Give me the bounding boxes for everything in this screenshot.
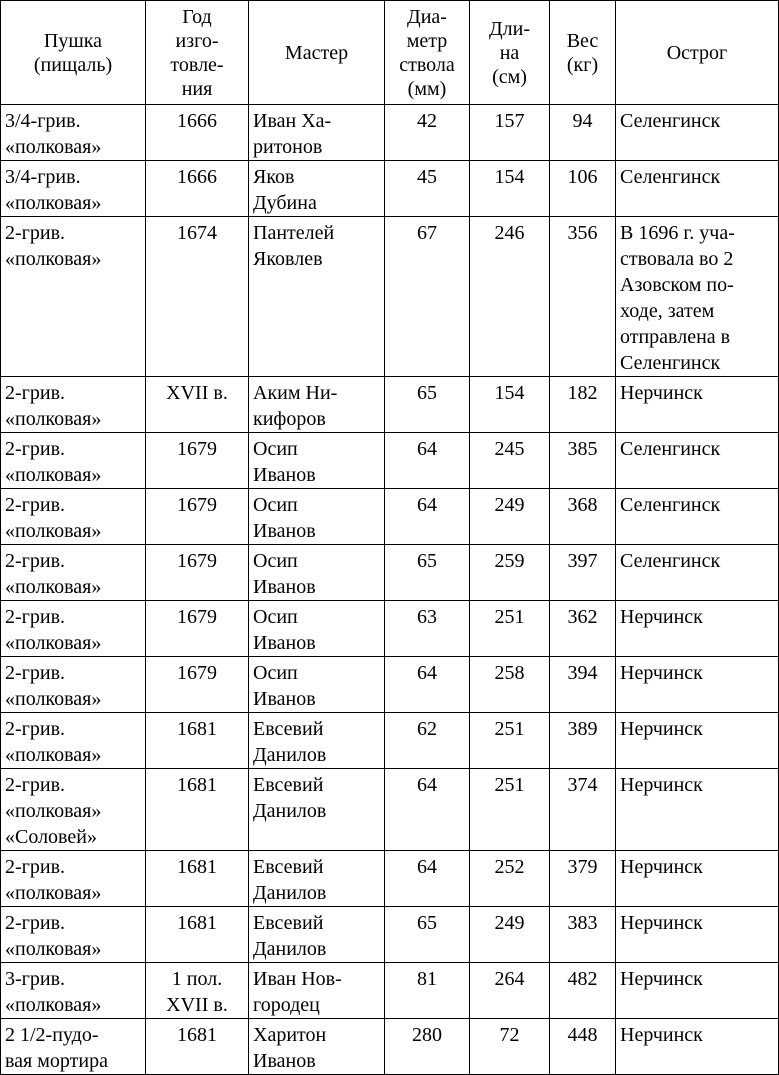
cell-length: 251 xyxy=(470,713,550,769)
cell-weight: 94 xyxy=(550,105,616,161)
cell-fort: В 1696 г. уча- ствовала во 2 Азовском по- ходе, затем отправлена в Селенгинск xyxy=(616,217,779,377)
cell-length: 252 xyxy=(470,851,550,907)
cell-fort: Селенгинск xyxy=(616,489,779,545)
cell-weight: 448 xyxy=(550,1019,616,1075)
header-year: Год изго- товле- ния xyxy=(146,1,249,105)
cell-fort: Нерчинск xyxy=(616,851,779,907)
cell-fort: Нерчинск xyxy=(616,657,779,713)
cell-gun: 2-грив. «полковая» xyxy=(1,433,146,489)
table-row xyxy=(1,601,779,657)
cell-master: Осип Иванов xyxy=(249,545,385,601)
cell-diameter: 62 xyxy=(385,713,470,769)
header-row xyxy=(1,1,779,105)
cell-length: 259 xyxy=(470,545,550,601)
cell-master: Осип Иванов xyxy=(249,433,385,489)
cell-length: 246 xyxy=(470,217,550,377)
cell-year: 1 пол. XVII в. xyxy=(146,963,249,1019)
cell-fort: Нерчинск xyxy=(616,963,779,1019)
cell-master: Осип Иванов xyxy=(249,657,385,713)
cell-gun: 2-грив. «полковая» xyxy=(1,489,146,545)
cell-gun: 2-грив. «полковая» xyxy=(1,907,146,963)
table-row xyxy=(1,907,779,963)
cell-length: 249 xyxy=(470,907,550,963)
cell-diameter: 65 xyxy=(385,545,470,601)
cell-fort: Нерчинск xyxy=(616,1019,779,1075)
table-row xyxy=(1,963,779,1019)
cell-year: 1679 xyxy=(146,545,249,601)
header-weight: Вес (кг) xyxy=(550,1,616,105)
cell-gun: 2-грив. «полковая» xyxy=(1,601,146,657)
cell-master: Евсевий Данилов xyxy=(249,851,385,907)
cell-fort: Селенгинск xyxy=(616,433,779,489)
cell-weight: 374 xyxy=(550,769,616,851)
header-fort: Острог xyxy=(616,1,779,105)
cell-master: Евсевий Данилов xyxy=(249,713,385,769)
cell-diameter: 65 xyxy=(385,377,470,433)
header-length: Дли- на (см) xyxy=(470,1,550,105)
cell-length: 72 xyxy=(470,1019,550,1075)
cell-fort: Селенгинск xyxy=(616,105,779,161)
cell-gun: 2-грив. «полковая» xyxy=(1,851,146,907)
cell-weight: 106 xyxy=(550,161,616,217)
cell-gun: 3/4-грив. «полковая» xyxy=(1,105,146,161)
cell-diameter: 64 xyxy=(385,851,470,907)
cell-length: 251 xyxy=(470,601,550,657)
cell-length: 245 xyxy=(470,433,550,489)
cell-fort: Нерчинск xyxy=(616,377,779,433)
cell-fort: Селенгинск xyxy=(616,545,779,601)
table-row xyxy=(1,657,779,713)
cell-weight: 362 xyxy=(550,601,616,657)
cell-fort: Нерчинск xyxy=(616,601,779,657)
cell-diameter: 63 xyxy=(385,601,470,657)
cell-gun: 2 1/2-пудо- вая мортира xyxy=(1,1019,146,1075)
table-row xyxy=(1,161,779,217)
cell-diameter: 81 xyxy=(385,963,470,1019)
cell-year: 1679 xyxy=(146,657,249,713)
cell-year: 1681 xyxy=(146,907,249,963)
cell-year: 1681 xyxy=(146,1019,249,1075)
cell-master: Иван Ха- ритонов xyxy=(249,105,385,161)
cell-weight: 389 xyxy=(550,713,616,769)
cell-master: Харитон Иванов xyxy=(249,1019,385,1075)
cell-master: Пантелей Яковлев xyxy=(249,217,385,377)
cell-fort: Нерчинск xyxy=(616,769,779,851)
table-row xyxy=(1,217,779,377)
cell-master: Осип Иванов xyxy=(249,489,385,545)
header-diameter: Диа- метр ствола (мм) xyxy=(385,1,470,105)
cell-length: 258 xyxy=(470,657,550,713)
cell-weight: 383 xyxy=(550,907,616,963)
cell-fort: Нерчинск xyxy=(616,907,779,963)
table-row xyxy=(1,377,779,433)
cell-diameter: 280 xyxy=(385,1019,470,1075)
cell-gun: 3/4-грив. «полковая» xyxy=(1,161,146,217)
cell-weight: 385 xyxy=(550,433,616,489)
cell-diameter: 64 xyxy=(385,433,470,489)
cell-diameter: 64 xyxy=(385,657,470,713)
cell-year: 1679 xyxy=(146,601,249,657)
cell-master: Евсевий Данилов xyxy=(249,907,385,963)
header-gun: Пушка (пищаль) xyxy=(1,1,146,105)
cell-master: Осип Иванов xyxy=(249,601,385,657)
table-row xyxy=(1,105,779,161)
cell-weight: 379 xyxy=(550,851,616,907)
cell-diameter: 67 xyxy=(385,217,470,377)
cell-diameter: 65 xyxy=(385,907,470,963)
cell-gun: 2-грив. «полковая» «Соловей» xyxy=(1,769,146,851)
cell-year: 1681 xyxy=(146,713,249,769)
cell-year: 1674 xyxy=(146,217,249,377)
header-master: Мастер xyxy=(249,1,385,105)
cell-length: 251 xyxy=(470,769,550,851)
table-row xyxy=(1,1019,779,1075)
cell-year: 1666 xyxy=(146,161,249,217)
cell-weight: 356 xyxy=(550,217,616,377)
cell-master: Яков Дубина xyxy=(249,161,385,217)
cell-gun: 2-грив. «полковая» xyxy=(1,713,146,769)
cell-weight: 394 xyxy=(550,657,616,713)
cell-year: 1681 xyxy=(146,769,249,851)
cell-weight: 482 xyxy=(550,963,616,1019)
cell-year: 1681 xyxy=(146,851,249,907)
table-body xyxy=(1,105,779,1075)
cell-year: 1666 xyxy=(146,105,249,161)
cell-length: 154 xyxy=(470,377,550,433)
cell-gun: 2-грив. «полковая» xyxy=(1,377,146,433)
cell-diameter: 64 xyxy=(385,489,470,545)
cell-year: 1679 xyxy=(146,489,249,545)
cell-length: 154 xyxy=(470,161,550,217)
cell-gun: 2-грив. «полковая» xyxy=(1,217,146,377)
cell-master: Аким Ни- кифоров xyxy=(249,377,385,433)
cell-gun: 2-грив. «полковая» xyxy=(1,657,146,713)
table-row xyxy=(1,545,779,601)
table-row xyxy=(1,713,779,769)
table-row xyxy=(1,851,779,907)
cell-diameter: 64 xyxy=(385,769,470,851)
cell-weight: 368 xyxy=(550,489,616,545)
cell-master: Иван Нов- городец xyxy=(249,963,385,1019)
cell-fort: Нерчинск xyxy=(616,713,779,769)
cell-length: 264 xyxy=(470,963,550,1019)
cell-diameter: 42 xyxy=(385,105,470,161)
cell-length: 249 xyxy=(470,489,550,545)
cell-year: 1679 xyxy=(146,433,249,489)
cell-weight: 182 xyxy=(550,377,616,433)
cell-gun: 2-грив. «полковая» xyxy=(1,545,146,601)
table-row xyxy=(1,433,779,489)
cell-master: Евсевий Данилов xyxy=(249,769,385,851)
cell-weight: 397 xyxy=(550,545,616,601)
cell-fort: Селенгинск xyxy=(616,161,779,217)
cell-length: 157 xyxy=(470,105,550,161)
cell-diameter: 45 xyxy=(385,161,470,217)
table-row xyxy=(1,489,779,545)
cell-gun: 3-грив. «полковая» xyxy=(1,963,146,1019)
table-row xyxy=(1,769,779,851)
cell-year: XVII в. xyxy=(146,377,249,433)
